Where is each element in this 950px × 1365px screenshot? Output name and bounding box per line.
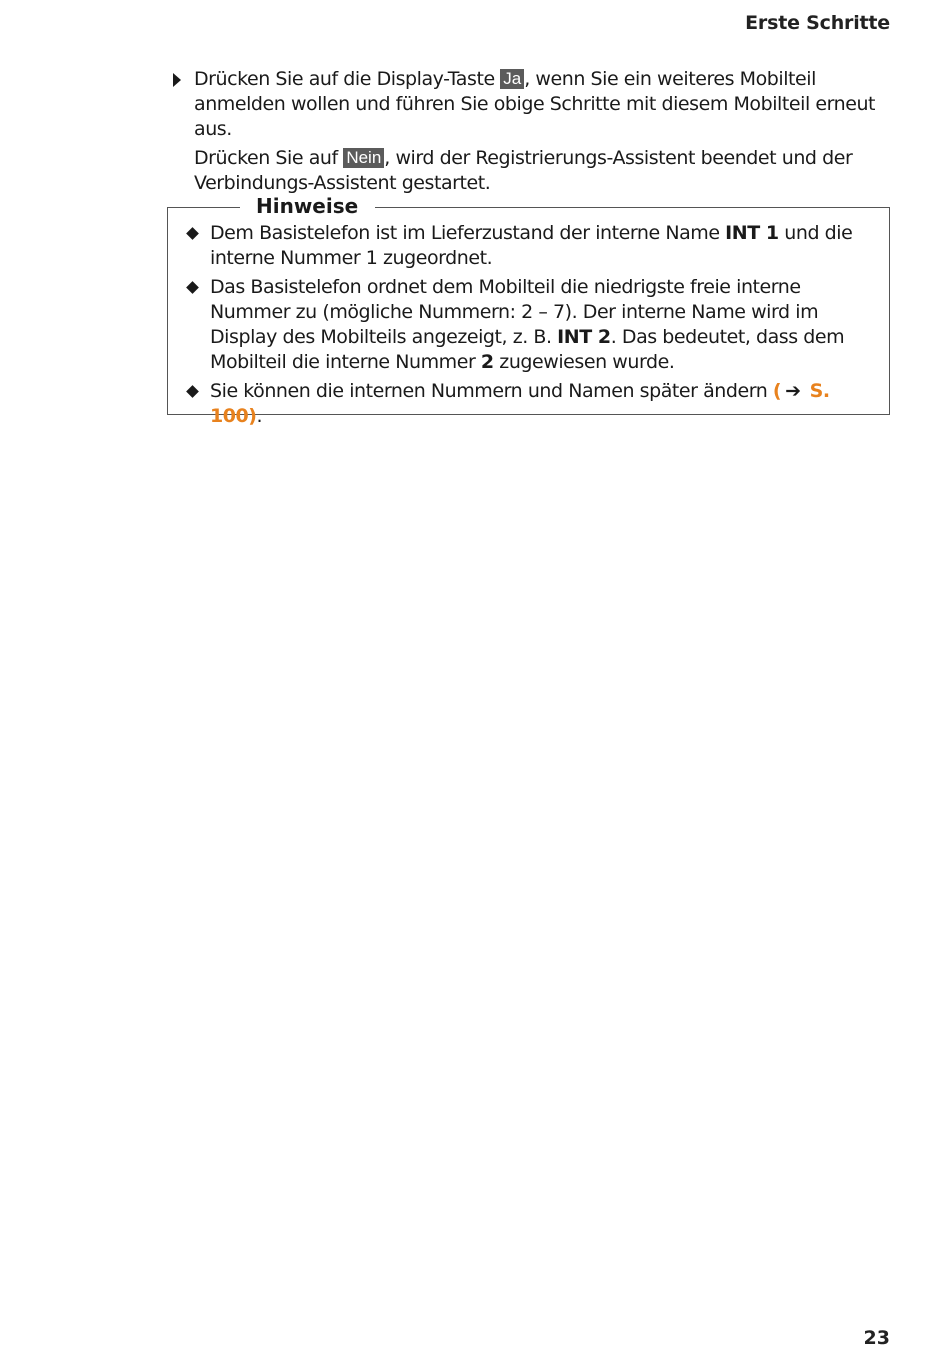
arrow-right-icon: ➔ — [785, 380, 801, 402]
note-item: Sie können die internen Nummern und Namen später ändern ( ➔ S. 100). — [184, 379, 884, 429]
instruction-steps — [170, 67, 895, 196]
step-paragraph-ja: Drücken Sie auf die Display-Taste Ja , wenn Sie ein weiteres Mobilteil anmelden wollen und führen Sie obige Schritte mit diesem Mobilteil erneut aus. — [194, 68, 876, 140]
diamond-bullet-icon — [186, 227, 199, 240]
page-number: 23 — [863, 1327, 890, 1349]
page-reference-link[interactable]: ( ➔ S. 100) — [210, 380, 830, 427]
diamond-bullet-icon — [186, 281, 199, 294]
notes-title: Hinweise — [240, 194, 375, 218]
notes-list — [184, 221, 884, 433]
notes-box — [167, 194, 890, 427]
section-title: Erste Schritte — [745, 12, 890, 34]
softkey-nein: Nein — [343, 148, 384, 168]
softkey-ja: Ja — [500, 69, 524, 89]
note-item: Das Basistelefon ordnet dem Mobilteil die niedrigste freie interne Nummer zu (mögliche Nummern: 2 – 7). Der interne Name wird im Display des Mobilteils angezeigt, z. B. INT 2. Das bedeutet, dass dem Mobilteil die interne Nummer 2 zugewiesen wurde. — [184, 275, 884, 375]
diamond-bullet-icon — [186, 385, 199, 398]
step-item — [170, 67, 895, 196]
note-item: Dem Basistelefon ist im Lieferzustand der interne Name INT 1 und die interne Nummer 1 zugeordnet. — [184, 221, 884, 271]
step-paragraph-nein: Drücken Sie auf Nein , wird der Registrierungs-Assistent beendet und der Verbindungs-Assistent gestartet. — [194, 147, 853, 194]
triangle-right-icon — [173, 73, 181, 87]
